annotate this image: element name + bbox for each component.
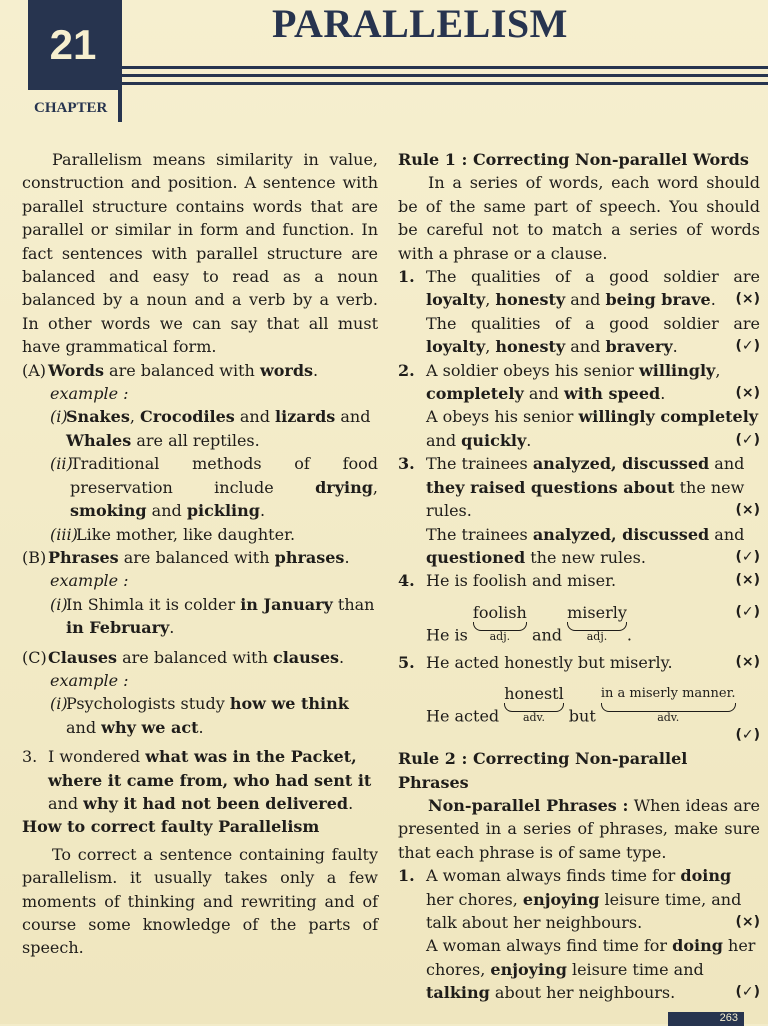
example-c1 [22,692,378,739]
text: . [348,793,354,813]
section-b-word1: Phrases [48,547,119,567]
text: He is [426,625,473,645]
text: . [198,717,204,737]
clause-delivered: why it had not been delivered [83,793,349,813]
text: The trainees [426,524,533,544]
section-a-label: (A) [22,360,47,380]
text: than [332,594,375,614]
text: her chores, [426,936,756,979]
text: A soldier obeys his senior [426,360,640,380]
phrase-january: in January [240,594,333,614]
title-rule-3 [122,82,768,85]
text: and [709,524,745,544]
text: . [259,501,266,521]
correct-mark: (✓) [735,984,760,1001]
example-a2-label: (ii) [50,454,73,474]
word: honesty [495,290,566,310]
word: enjoying [490,959,567,979]
word-snakes: Snakes [66,407,130,427]
text: and [146,501,187,521]
word-honestl: honestl [504,683,564,703]
word: willingly completely [578,407,759,427]
word-foolish: foolish [472,602,527,622]
text: are all reptiles. [131,430,260,450]
section-c [22,646,378,669]
example-a1 [22,405,378,452]
section-b-end: . [344,547,350,567]
text: A woman always finds time for [426,866,681,886]
comma: , [485,337,496,357]
text: and [66,717,102,737]
word-whales: Whales [66,430,132,450]
text: He is foolish and miser. [426,571,617,591]
braced-word [504,682,563,724]
text: . [169,618,175,638]
phrase-miserly-manner: in a miserly manner. [600,685,736,701]
correct-mark: (✓) [735,726,760,743]
example-b1-label: (i) [50,594,68,614]
correct-mark: (✓) [735,431,760,448]
rule1-item-5 [398,651,760,748]
word: loyalty [426,337,486,357]
wrong-mark: (×) [735,385,760,402]
text: . [672,337,678,357]
comma: , [372,477,378,497]
text: He acted honestly but miserly. [426,652,673,672]
example-a1-label: (i) [50,407,68,427]
word: talking [426,983,490,1003]
example-a2 [22,452,378,522]
section-c-word1: Clauses [48,647,118,667]
text: . [710,290,716,310]
section-b-word2: phrases [274,547,345,567]
section-b-mid: are balanced with [118,547,275,567]
example-c1-label: (i) [50,694,68,714]
text: and [526,625,568,645]
pos-label: adj. [586,630,608,644]
correct-mark: (✓) [735,603,760,620]
how-to-heading: How to correct faulty Parallelism [22,817,320,837]
word-pickling: pickling [186,501,260,521]
example-label: example : [50,670,129,690]
word: loyalty [426,290,486,310]
clause-why-we-act: why we act [101,717,199,737]
comma: , [129,407,140,427]
rule1-item-4 [398,569,760,646]
text: A obeys his senior [426,407,579,427]
rule1-item-2 [398,359,760,453]
wrong-mark: (×) [735,572,760,589]
word-crocodiles: Crocodiles [140,407,235,427]
text: and [565,337,606,357]
text: . [626,625,632,645]
text: The qualities of a good soldier are [426,267,760,287]
text: but [563,706,601,726]
word-lizards: lizards [275,407,336,427]
text: In Shimla it is colder [66,594,241,614]
rule-2-paragraph: When ideas are presented in a series of phrases, make sure that each phrase is of same type. [398,795,760,862]
title-rule-1 [122,66,768,69]
text: Psychologists study [66,694,230,714]
text: leisure time, and talk about her neighbours. [426,889,742,932]
braced-phrase [601,682,736,724]
comma: , [715,360,721,380]
text: the new rules. [426,477,745,521]
chapter-vertical-rule [118,0,122,122]
braced-word [473,601,527,643]
chapter-number: 21 [28,0,118,90]
word: willingly [639,360,716,380]
text: and [234,407,276,427]
text: . [526,430,532,450]
chapter-label: CHAPTER [34,100,108,116]
text: The trainees [426,454,533,474]
item-number: 1. [398,866,415,886]
text: . [660,384,666,404]
correct-mark: (✓) [735,548,760,565]
section-a-mid: are balanced with [103,360,260,380]
text: about her neighbours. [489,983,676,1003]
section-a-word1: Words [48,360,104,380]
example-label: example : [50,571,129,591]
pos-label: adv. [657,711,680,725]
example-a3 [22,523,378,546]
section-b-label: (B) [22,547,47,567]
rule-2-lead: Non-parallel Phrases : [428,795,629,815]
text: the new rules. [525,547,646,567]
word-drying: drying [315,477,373,497]
comma: , [485,290,496,310]
text: and [335,407,371,427]
section-c-word2: clauses [272,647,339,667]
item-number: 4. [398,571,415,591]
correct-mark: (✓) [735,338,760,355]
item-number: 2. [398,360,415,380]
text: I wondered [48,747,146,767]
word: quickly [461,430,527,450]
pos-label: adv. [522,711,545,725]
title-rule-2 [122,74,768,77]
intro-paragraph: Parallelism means similarity in value, construction and position. A sentence with parallel structure contains words that are parallel or similar in form and function. In fact sentences with parallel structure are balanced and easy to read as a noun balanced by a noun and a verb by a verb. In other words we can say that all must have grammatical form. [22,150,378,357]
wrong-mark: (×) [735,914,760,930]
rule1-item-1 [398,265,760,359]
section-c-end: . [339,647,345,667]
word: bravery [605,337,673,357]
rule-1-heading: Rule 1 : Correcting Non-parallel Words [398,150,749,169]
word-miserly: miserly [567,602,627,622]
item-number: 5. [398,652,415,672]
word: they raised questions about [426,477,675,497]
word: being brave [605,290,711,310]
word: questioned [426,547,526,567]
example-b1 [22,593,378,640]
text: and [48,793,84,813]
example-3 [22,745,378,815]
braced-word [567,601,627,643]
text: The qualities of a good soldier are [426,313,760,333]
how-to-paragraph: To correct a sentence containing faulty parallelism. it usually takes only a few moments of thinking and rewriting and of course some knowledge of the parts of speech. [22,844,378,958]
chapter-title: PARALLELISM [272,1,568,46]
example-label: example : [50,384,129,404]
section-c-mid: are balanced with [117,647,273,667]
word: analyzed, discussed [532,454,710,474]
section-a-end: . [313,360,319,380]
pos-label: adj. [489,630,511,644]
word: analyzed, discussed [532,524,710,544]
wrong-mark: (×) [735,653,760,670]
section-a [22,359,378,382]
text: and [565,290,606,310]
phrase-february: in February [66,618,170,638]
item-number: 3. [398,454,415,474]
rule-1-paragraph: In a series of words, each word should be of the same part of speech. You should be careful not to match a series of words with a phrase or a clause. [398,173,760,263]
left-column [22,148,378,960]
right-column [398,148,760,1005]
word: doing [680,866,732,886]
item-number: 1. [398,267,415,287]
rule-2-heading: Rule 2 : Correcting Non-parallel Phrases [398,749,688,792]
page-number: 263 [668,1012,744,1026]
section-c-label: (C) [22,647,47,667]
word: honesty [495,337,566,357]
text: and [709,454,745,474]
text: leisure time and [566,959,704,979]
text: and [523,384,564,404]
clause-series: what was in the Packet, where it came from, who had sent it [48,747,372,790]
word-smoking: smoking [70,501,147,521]
rule2-item-1 [398,864,760,1004]
wrong-mark: (×) [735,502,760,519]
word: enjoying [522,889,600,909]
section-b [22,546,378,569]
clause-how-we-think: how we think [229,694,349,714]
text: her chores, [426,889,523,909]
text: A woman always find time for [426,936,673,956]
word: with speed [564,384,661,404]
rule1-item-3 [398,452,760,569]
example-3-label: 3. [22,747,38,767]
word: completely [426,384,524,404]
example-a3-text: Like mother, like daughter. [76,524,296,544]
word: doing [672,936,723,956]
text: He acted [426,706,505,726]
text: Traditional methods of food preservation include [70,454,378,497]
wrong-mark: (×) [735,291,760,308]
section-a-word2: words [259,360,314,380]
example-a3-label: (iii) [50,524,78,544]
text: and [426,430,462,450]
